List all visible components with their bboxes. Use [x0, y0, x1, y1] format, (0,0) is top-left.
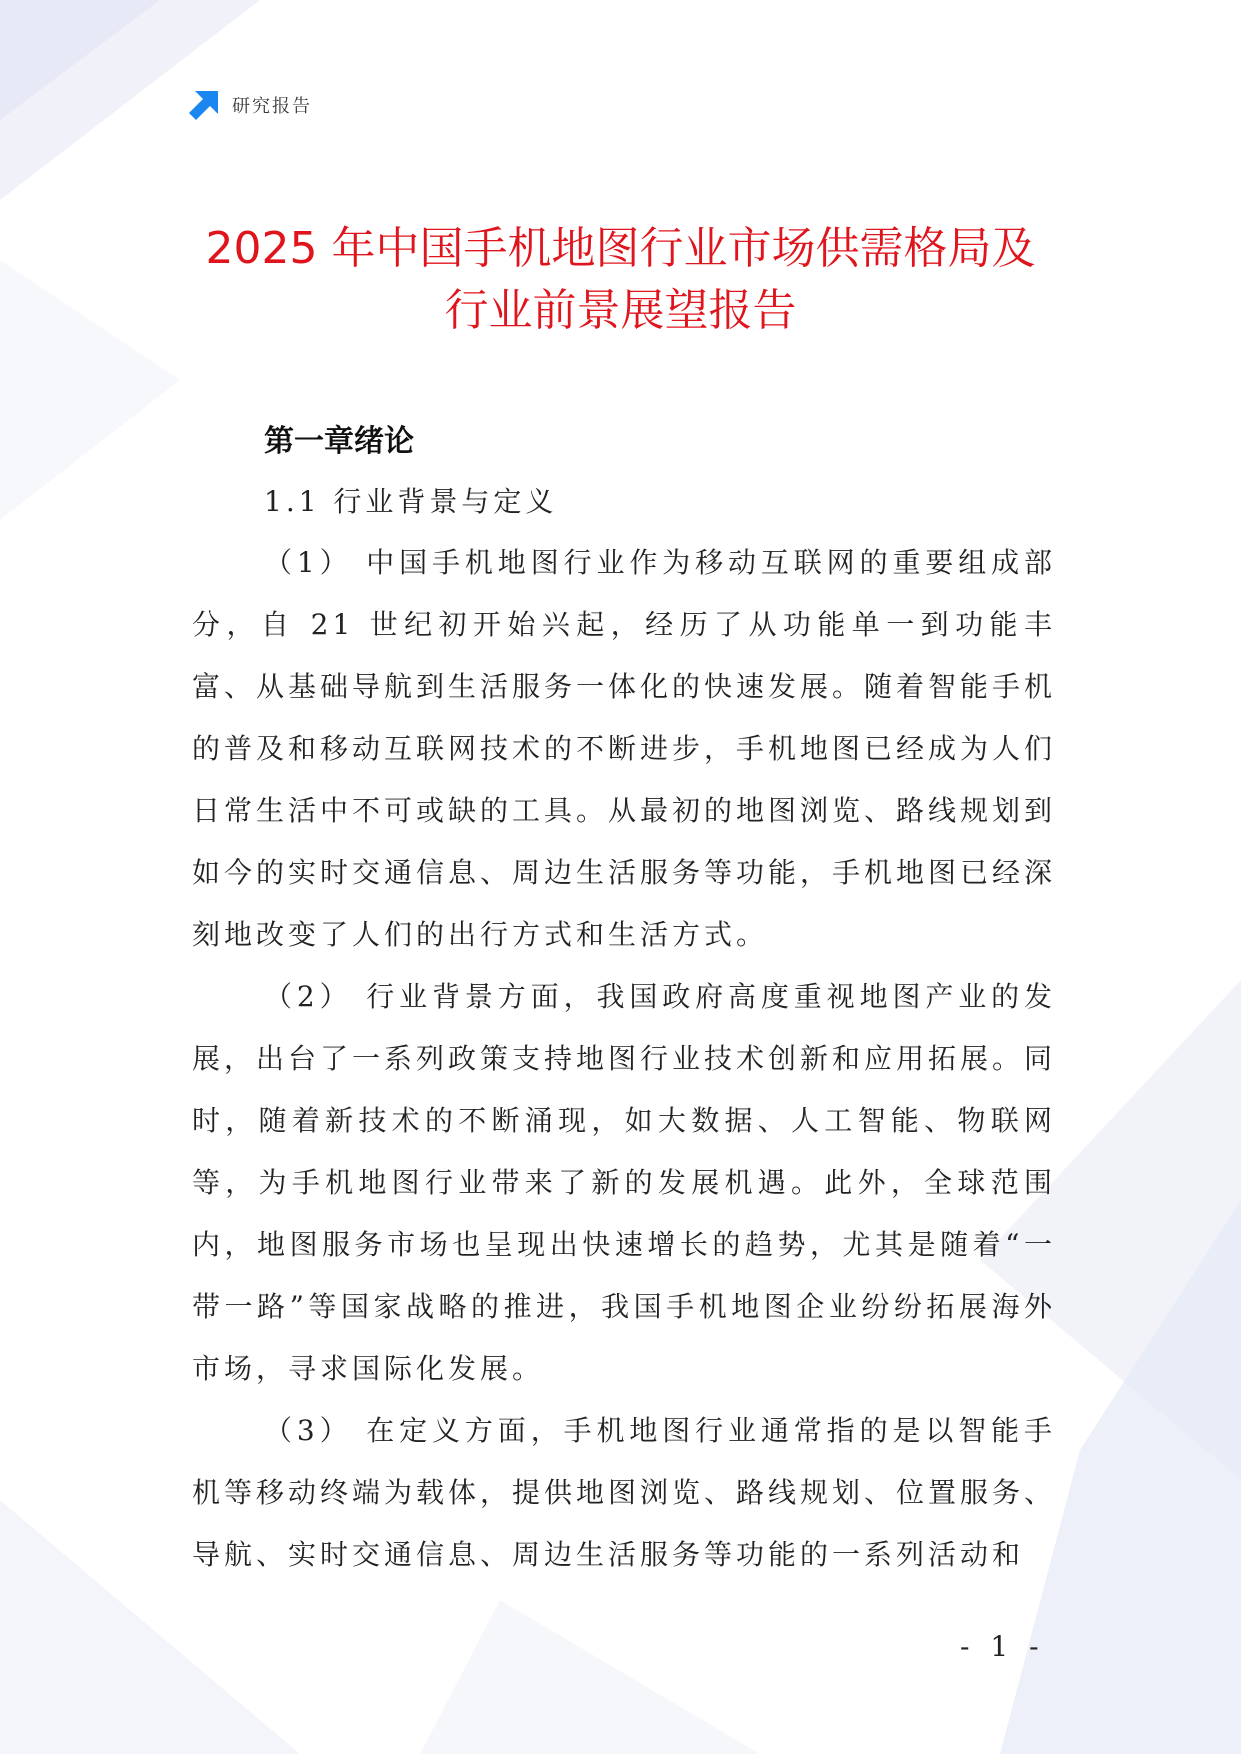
report-title — [120, 218, 1121, 342]
report-header — [188, 88, 312, 122]
document-body — [192, 412, 1056, 1586]
page-number: - 1 - — [960, 1630, 1045, 1663]
header-label: 研究报告 — [232, 96, 312, 117]
title-line-1: 2025 年中国手机地图行业市场供需格局及 — [205, 223, 1036, 274]
title-line-2: 行业前景展望报告 — [444, 285, 797, 336]
arrow-up-right-icon — [188, 89, 220, 121]
paragraph-2: （2） 行业背景方面，我国政府高度重视地图产业的发展，出台了一系列政策支持地图行业技术创新和应用拓展。同时，随着新技术的不断涌现，如大数据、人工智能、物联网等，为手机地图行业带来了新的发展机遇。此外，全球范围内，地图服务市场也呈现出快速增长的趋势，尤其是随着“一带一路”等国家战略的推进，我国手机地图企业纷纷拓展海外市场，寻求国际化发展。 — [192, 980, 1057, 1385]
paragraph-3: （3） 在定义方面，手机地图行业通常指的是以智能手机等移动终端为载体，提供地图浏览、路线规划、位置服务、导航、实时交通信息、周边生活服务等功能的一系列活动和 — [192, 1414, 1057, 1571]
paragraph-1: （1） 中国手机地图行业作为移动互联网的重要组成部分，自 21 世纪初开始兴起，经历了从功能单一到功能丰富、从基础导航到生活服务一体化的快速发展。随着智能手机的普及和移动互联网技术的不断进步，手机地图已经成为人们日常生活中不可或缺的工具。从最初的地图浏览、路线规划到如今的实时交通信息、周边生活服务等功能，手机地图已经深刻地改变了人们的出行方式和生活方式。 — [192, 546, 1057, 951]
section-heading: 1.1 行业背景与定义 — [264, 485, 558, 518]
chapter-heading: 第一章绪论 — [264, 424, 414, 459]
